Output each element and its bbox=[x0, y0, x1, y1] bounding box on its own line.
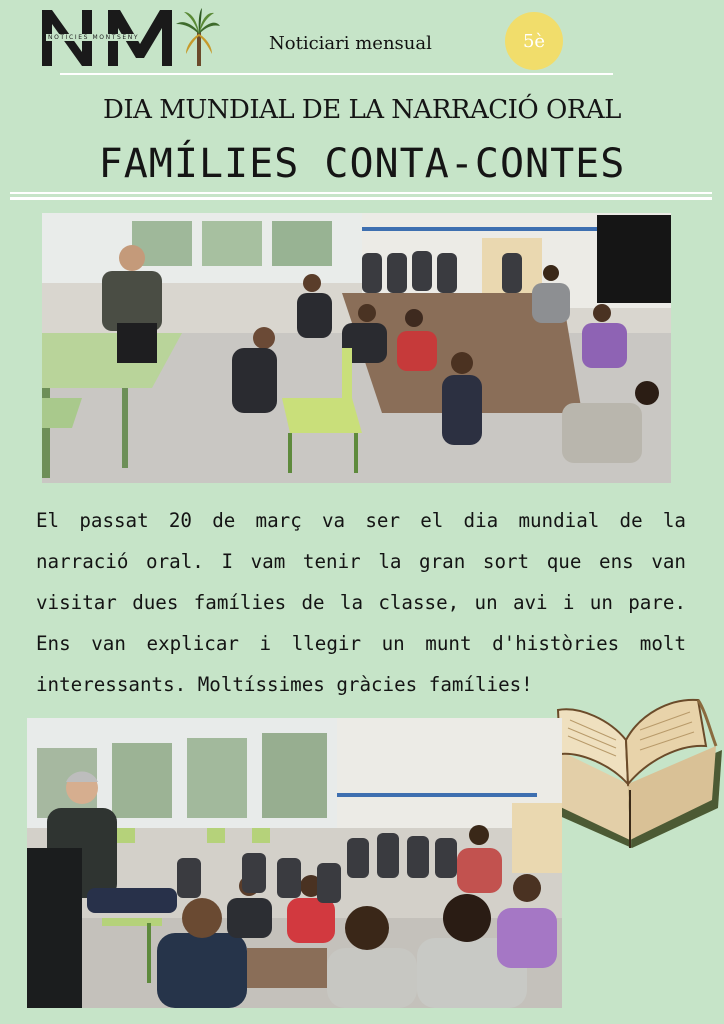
article-body: El passat 20 de març va ser el dia mundial de la narració oral. I vam tenir la gran sort que ens van visitar dues famílies de la classe, un avi i un pare. Ens van explicar i llegir un munt d'històries molt interessants. Moltíssimes gràcies famílies! bbox=[36, 509, 686, 696]
newsletter-title: Noticiari mensual bbox=[269, 33, 432, 54]
logo-subtitle: NOTICIES MONTSENY bbox=[48, 34, 140, 41]
classroom-photo-parent bbox=[42, 213, 671, 483]
newspaper-logo bbox=[40, 4, 220, 70]
article-headline: DIA MUNDIAL DE LA NARRACIÓ ORAL bbox=[103, 95, 621, 125]
title-divider-bottom bbox=[10, 197, 712, 200]
classroom-photo-grandfather bbox=[27, 718, 562, 1008]
grade-badge: 5è bbox=[505, 12, 563, 70]
article-subheadline: FAMÍLIES CONTA-CONTES bbox=[98, 141, 626, 187]
open-book-icon bbox=[540, 690, 724, 850]
header-divider bbox=[60, 73, 613, 75]
title-divider-top bbox=[10, 192, 712, 194]
